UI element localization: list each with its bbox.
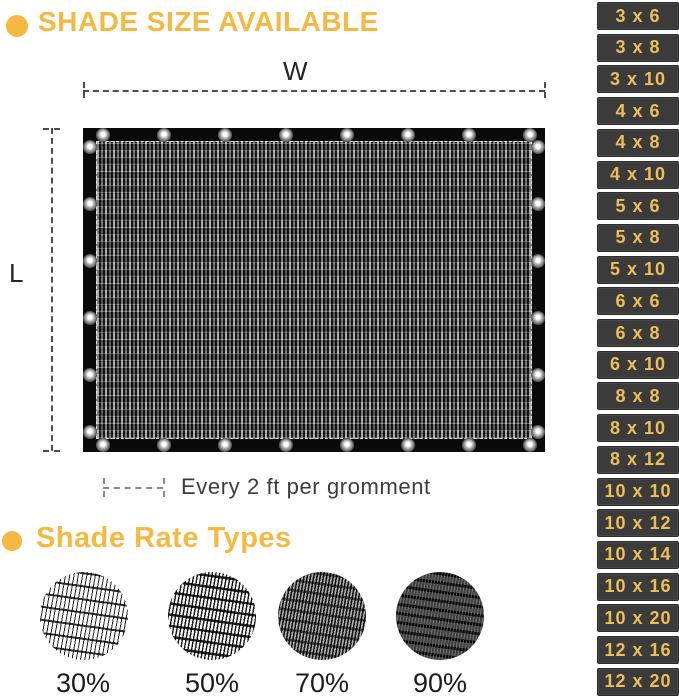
size-chip: 3 x 6 <box>597 2 679 30</box>
grommet-icon <box>463 439 475 451</box>
grommet-icon <box>280 129 292 141</box>
grommet-icon <box>532 141 544 153</box>
size-chip: 10 x 20 <box>597 604 679 632</box>
size-chip: 5 x 6 <box>597 192 679 220</box>
size-chip: 6 x 10 <box>597 351 679 379</box>
grommet-icon <box>402 439 414 451</box>
shade-rate-swatch-30 <box>40 572 128 660</box>
shade-rate-swatch-70 <box>278 572 366 660</box>
size-chip: 8 x 12 <box>597 446 679 474</box>
size-chip: 8 x 8 <box>597 382 679 410</box>
grommet-icon <box>341 439 353 451</box>
length-dimension-tick-top <box>43 128 60 130</box>
grommet-icon <box>84 198 96 210</box>
grommet-icon <box>219 129 231 141</box>
size-chip: 12 x 16 <box>597 636 679 664</box>
size-chip: 8 x 10 <box>597 414 679 442</box>
size-chip: 6 x 6 <box>597 287 679 315</box>
grommet-icon <box>219 439 231 451</box>
size-chip: 3 x 8 <box>597 34 679 62</box>
grommet-icon <box>532 255 544 267</box>
grommet-icon <box>532 369 544 381</box>
size-list <box>597 0 679 698</box>
grommet-icon <box>97 439 109 451</box>
width-dimension-tick-right <box>544 82 546 98</box>
grommet-icon <box>524 439 536 451</box>
grommet-icon <box>97 129 109 141</box>
length-label: L <box>9 258 24 288</box>
rate-label-50: 50% <box>184 668 240 698</box>
mesh-texture <box>96 141 532 439</box>
grommet-icon <box>532 198 544 210</box>
grommet-icon <box>84 369 96 381</box>
size-chip: 4 x 6 <box>597 97 679 125</box>
grommet-icon <box>84 255 96 267</box>
bullet-icon <box>2 531 22 551</box>
size-chip: 10 x 14 <box>597 541 679 569</box>
size-chip: 5 x 10 <box>597 256 679 284</box>
grommet-note: Every 2 ft per gromment <box>181 474 431 499</box>
length-dimension-line <box>51 128 53 451</box>
shade-net <box>83 128 545 452</box>
grommet-icon <box>158 439 170 451</box>
width-label: W <box>283 56 308 86</box>
rate-label-30: 30% <box>55 668 111 698</box>
rate-label-70: 70% <box>294 668 350 698</box>
grommet-icon <box>532 312 544 324</box>
size-chip: 10 x 10 <box>597 478 679 506</box>
shade-rate-heading: Shade Rate Types <box>36 522 292 554</box>
rate-label-90: 90% <box>412 668 468 698</box>
shade-size-heading: SHADE SIZE AVAILABLE <box>38 6 379 37</box>
grommet-icon <box>341 129 353 141</box>
width-dimension-line <box>83 90 545 92</box>
grommet-spacing-tick-left <box>103 478 105 497</box>
size-chip: 6 x 8 <box>597 319 679 347</box>
size-chip: 10 x 12 <box>597 509 679 537</box>
grommet-icon <box>84 141 96 153</box>
grommet-icon <box>280 439 292 451</box>
size-chip: 4 x 8 <box>597 129 679 157</box>
grommet-spacing-bracket <box>103 487 163 489</box>
bullet-icon <box>6 15 28 37</box>
grommet-icon <box>402 129 414 141</box>
grommet-icon <box>158 129 170 141</box>
grommet-icon <box>532 426 544 438</box>
grommet-icon <box>524 129 536 141</box>
grommet-icon <box>84 426 96 438</box>
size-chip: 3 x 10 <box>597 65 679 93</box>
grommet-spacing-tick-right <box>163 478 165 497</box>
shade-rate-swatch-50 <box>168 572 256 660</box>
shade-rate-swatch-90 <box>396 572 484 660</box>
grommet-icon <box>84 312 96 324</box>
size-chip: 4 x 10 <box>597 161 679 189</box>
width-dimension-tick-left <box>83 82 85 98</box>
size-chip: 10 x 16 <box>597 573 679 601</box>
length-dimension-tick-bottom <box>43 450 60 452</box>
size-chip: 12 x 20 <box>597 668 679 696</box>
grommet-icon <box>463 129 475 141</box>
size-chip: 5 x 8 <box>597 224 679 252</box>
